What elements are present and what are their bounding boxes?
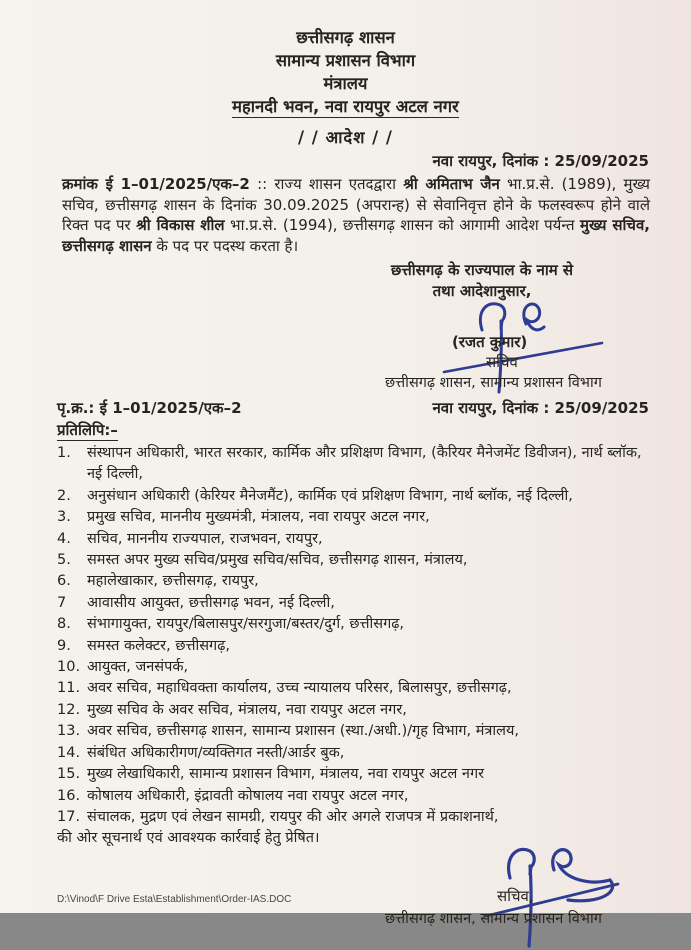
list-item (57, 678, 661, 699)
list-item (57, 636, 661, 657)
copy-to-label (57, 420, 691, 440)
letterhead-govt-name: छत्तीसगढ़ शासन (296, 28, 395, 47)
list-item (57, 529, 661, 550)
signatory-2-designation: सचिव, (497, 886, 534, 905)
item-text: प्रमुख सचिव, माननीय मुख्यमंत्री, मंत्रालय, नवा रायपुर अटल नगर, (87, 509, 430, 526)
closing-line: की ओर सूचनार्थ एवं आवश्यक कार्रवाई हेतु प्रेषित। (57, 830, 320, 847)
list-item (57, 571, 661, 592)
item-text: अवर सचिव, महाधिवक्ता कार्यालय, उच्च न्यायालय परिसर, बिलासपुर, छत्तीसगढ़, (87, 680, 512, 697)
letterhead-ministry: मंत्रालय (323, 74, 368, 93)
item-number: 7 (57, 594, 67, 611)
item-number: 12. (57, 701, 81, 718)
signatory-1-designation: सचिव (486, 353, 518, 371)
order-text-2: भा.प्र.से. (1989), मुख्य सचिव, छत्तीसगढ़ शासन के दिनांक 30.09.2025 (अपरान्ह) से सेवानिवृत्त होने के फलस्वरूप होने वाले रिक्त पद पर (62, 175, 650, 234)
signature-block-1 (0, 304, 691, 396)
item-number: 1. (57, 445, 71, 461)
item-number: 2. (57, 487, 71, 504)
item-number: 17. (57, 808, 81, 825)
item-text: समस्त अपर मुख्य सचिव/प्रमुख सचिव/सचिव, छत्तीसगढ़ शासन, मंत्रालय, (87, 552, 468, 569)
list-item (57, 764, 661, 785)
item-text: मुख्य लेखाधिकारी, सामान्य प्रशासन विभाग, मंत्रालय, नवा रायपुर अटल नगर (87, 766, 485, 783)
list-item (57, 807, 661, 828)
copy-to-label-text: प्रतिलिपि:– (57, 421, 118, 439)
item-number: 13. (57, 723, 81, 740)
item-number: 3. (57, 509, 71, 526)
officer-retiring-name: श्री अमिताभ जैन (403, 175, 500, 193)
item-number: 8. (57, 616, 71, 633)
list-item (57, 507, 661, 528)
letterhead-address (0, 95, 691, 118)
item-number: 5. (57, 552, 71, 569)
copies-list (57, 443, 661, 828)
item-text: संबंधित अधिकारीगण/व्यक्तिगत नस्ती/आर्डर बुक, (87, 744, 345, 761)
item-number: 14. (57, 744, 81, 761)
item-number: 11. (57, 680, 81, 697)
order-text-1: :: राज्य शासन एतदद्वारा (249, 175, 404, 193)
order-number: क्रमांक ई 1–01/2025/एक–2 (62, 175, 250, 193)
post-title: मुख्य सचिव, छत्तीसगढ़ शासन (62, 216, 650, 255)
endorsement-ref-no: पृ.क्र.: ई 1–01/2025/एक–2 (57, 399, 242, 417)
by-order-line-1: छत्तीसगढ़ के राज्यपाल के नाम से (390, 261, 574, 279)
item-text: संचालक, मुद्रण एवं लेखन सामग्री, रायपुर की ओर अगले राजपत्र में प्रकाशनार्थ, (87, 808, 499, 825)
item-number: 15. (57, 766, 81, 783)
list-item (57, 721, 661, 742)
item-text: संस्थापन अधिकारी, भारत सरकार, कार्मिक और प्रशिक्षण विभाग, (कैरियर मैनेजमेंट डिवीजन), नार्थ ब्लॉक, नई दिल्ली, (87, 445, 642, 483)
signatory-1-department: छत्तीसगढ़ शासन, सामान्य प्रशासन विभाग (385, 375, 602, 391)
item-text: अवर सचिव, छत्तीसगढ़ शासन, सामान्य प्रशासन (स्था./अधी.)/गृह विभाग, मंत्रालय, (87, 723, 520, 740)
dateline-top: नवा रायपुर, दिनांक : 25/09/2025 (432, 152, 649, 170)
endorsement-row (57, 398, 649, 418)
list-item (57, 593, 661, 614)
signatory-1-name: (रजत कुमार) (452, 333, 528, 351)
item-text: कोषालय अधिकारी, इंद्रावती कोषालय नवा रायपुर अटल नगर, (87, 787, 409, 804)
letterhead-department: सामान्य प्रशासन विभाग (275, 51, 416, 70)
list-item (57, 443, 661, 486)
officer-appointed-name: श्री विकास शील (136, 216, 225, 234)
list-item (57, 786, 661, 807)
item-number: 6. (57, 573, 71, 590)
item-text: आयुक्त, जनसंपर्क, (87, 659, 189, 676)
item-number: 9. (57, 637, 71, 654)
list-item (57, 550, 661, 571)
item-number: 10. (57, 659, 81, 676)
list-item (57, 700, 661, 721)
item-text: आवासीय आयुक्त, छत्तीसगढ़ भवन, नई दिल्ली, (87, 594, 335, 611)
handwritten-signature-2 (450, 840, 680, 950)
item-text: समस्त कलेक्टर, छत्तीसगढ़, (87, 637, 230, 654)
item-text: महालेखाकार, छत्तीसगढ़, रायपुर, (87, 573, 259, 590)
file-path-footer: D:\Vinod\F Drive Esta\Establishment\Order-IAS.DOC (57, 894, 292, 905)
list-item (57, 486, 661, 507)
item-text: संभागायुक्त, रायपुर/बिलासपुर/सरगुजा/बस्तर/दुर्ग, छत्तीसगढ़, (87, 616, 405, 633)
list-item (57, 614, 661, 635)
by-order-block (322, 260, 642, 302)
signatory-2-department: छत्तीसगढ़ शासन, सामान्य प्रशासन विभाग (385, 910, 602, 927)
list-item (57, 657, 661, 678)
list-item (57, 743, 661, 764)
letterhead-address-text: महानदी भवन, नवा रायपुर अटल नगर (232, 97, 459, 116)
signature-block-2 (0, 854, 691, 932)
order-title: / / आदेश / / (298, 128, 393, 147)
item-text: मुख्य सचिव के अवर सचिव, मंत्रालय, नवा रायपुर अटल नगर, (87, 701, 407, 718)
order-text-3: भा.प्र.से. (1994), छत्तीसगढ़ शासन को आगामी आदेश पर्यन्त (224, 216, 581, 234)
order-paragraph (62, 174, 650, 256)
item-number: 16. (57, 787, 81, 804)
by-order-line-2: तथा आदेशानुसार, (432, 282, 532, 300)
item-text: अनुसंधान अधिकारी (केरियर मैनेजमैंट), कार्मिक एवं प्रशिक्षण विभाग, नार्थ ब्लॉक, नई दिल्ली, (87, 487, 573, 504)
item-text: सचिव, माननीय राज्यपाल, राजभवन, रायपुर, (87, 530, 323, 547)
dateline-endorsement: नवा रायपुर, दिनांक : 25/09/2025 (432, 399, 649, 417)
order-text-4: के पद पर पदस्थ करता है। (151, 236, 299, 255)
item-number: 4. (57, 530, 71, 547)
